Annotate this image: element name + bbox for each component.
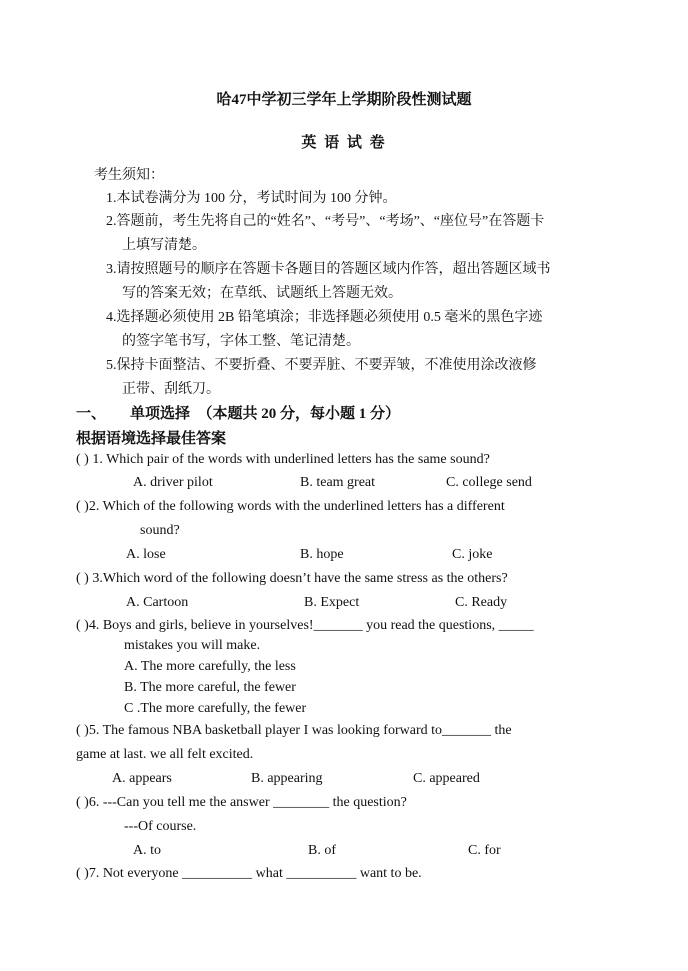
notice-item-5: 5.保持卡面整洁、不要折叠、不要弄脏、不要弄皱，不准使用涂改液修 (106, 358, 537, 373)
question-2-option-a: A. lose (126, 547, 166, 562)
question-1-option-a: A. driver pilot (133, 475, 213, 490)
question-4-stem-cont: mistakes you will make. (124, 638, 261, 653)
section-number: 一、 (76, 406, 107, 422)
question-4-option-c: C .The more carefully, the fewer (124, 701, 307, 716)
page-title: 哈47中学初三学年上学期阶段性测试题 (216, 92, 472, 108)
question-5-option-c: C. appeared (413, 771, 480, 786)
notice-item-2-cont: 上填写清楚。 (122, 238, 206, 253)
question-5-stem-cont: game at last. we all felt excited. (76, 747, 254, 762)
question-4-option-a: A. The more carefully, the less (124, 659, 296, 674)
notice-item-4: 4.选择题必须使用 2B 铅笔填涂；非选择题必须使用 0.5 毫米的黑色字迹 (106, 310, 543, 325)
question-3-option-a: A. Cartoon (126, 595, 189, 610)
question-3-option-b: B. Expect (304, 595, 360, 610)
question-3-option-c: C. Ready (455, 595, 508, 610)
question-6-option-c: C. for (468, 843, 501, 858)
question-1-option-b: B. team great (300, 475, 376, 490)
page-subtitle: 英 语 试 卷 (301, 135, 387, 151)
notice-item-2: 2.答题前，考生先将自己的“姓名”、“考号”、“考场”、“座位号”在答题卡 (106, 214, 545, 229)
question-5-option-b: B. appearing (251, 771, 323, 786)
question-1-option-c: C. college send (446, 475, 532, 490)
question-4-stem: ( )4. Boys and girls, believe in yourselves!_______ you read the questions, _____ (76, 618, 534, 633)
question-2-option-b: B. hope (300, 547, 344, 562)
question-7-stem: ( )7. Not everyone __________ what __________ want to be. (76, 866, 422, 881)
question-5-option-a: A. appears (112, 771, 172, 786)
question-2-option-c: C. joke (452, 547, 493, 562)
section-instruction: 根据语境选择最佳答案 (76, 431, 227, 447)
notice-item-3-cont: 写的答案无效；在草纸、试题纸上答题无效。 (122, 286, 402, 301)
question-2-stem: ( )2. Which of the following words with the underlined letters has a different (76, 499, 505, 514)
question-3-stem: ( ) 3.Which word of the following doesn’t have the same stress as the others? (76, 571, 508, 586)
question-6-stem: ( )6. ---Can you tell me the answer ________ the question? (76, 795, 407, 810)
question-6-option-b: B. of (308, 843, 336, 858)
question-1-stem: ( ) 1. Which pair of the words with underlined letters has the same sound? (76, 452, 490, 467)
notice-item-5-cont: 正带、刮纸刀。 (122, 382, 220, 397)
notice-heading: 考生须知： (94, 168, 164, 183)
question-4-option-b: B. The more careful, the fewer (124, 680, 296, 695)
question-5-stem: ( )5. The famous NBA basketball player I was looking forward to_______ the (76, 723, 512, 738)
question-6-stem-cont: ---Of course. (124, 819, 197, 834)
section-title: 单项选择 （本题共 20 分，每小题 1 分） (130, 406, 401, 422)
notice-item-4-cont: 的签字笔书写，字体工整、笔记清楚。 (122, 334, 360, 349)
notice-item-3: 3.请按照题号的顺序在答题卡各题目的答题区域内作答，超出答题区域书 (106, 262, 551, 277)
question-6-option-a: A. to (133, 843, 161, 858)
question-2-stem-cont: sound? (140, 523, 180, 538)
notice-item-1: 1.本试卷满分为 100 分，考试时间为 100 分钟。 (106, 191, 397, 206)
